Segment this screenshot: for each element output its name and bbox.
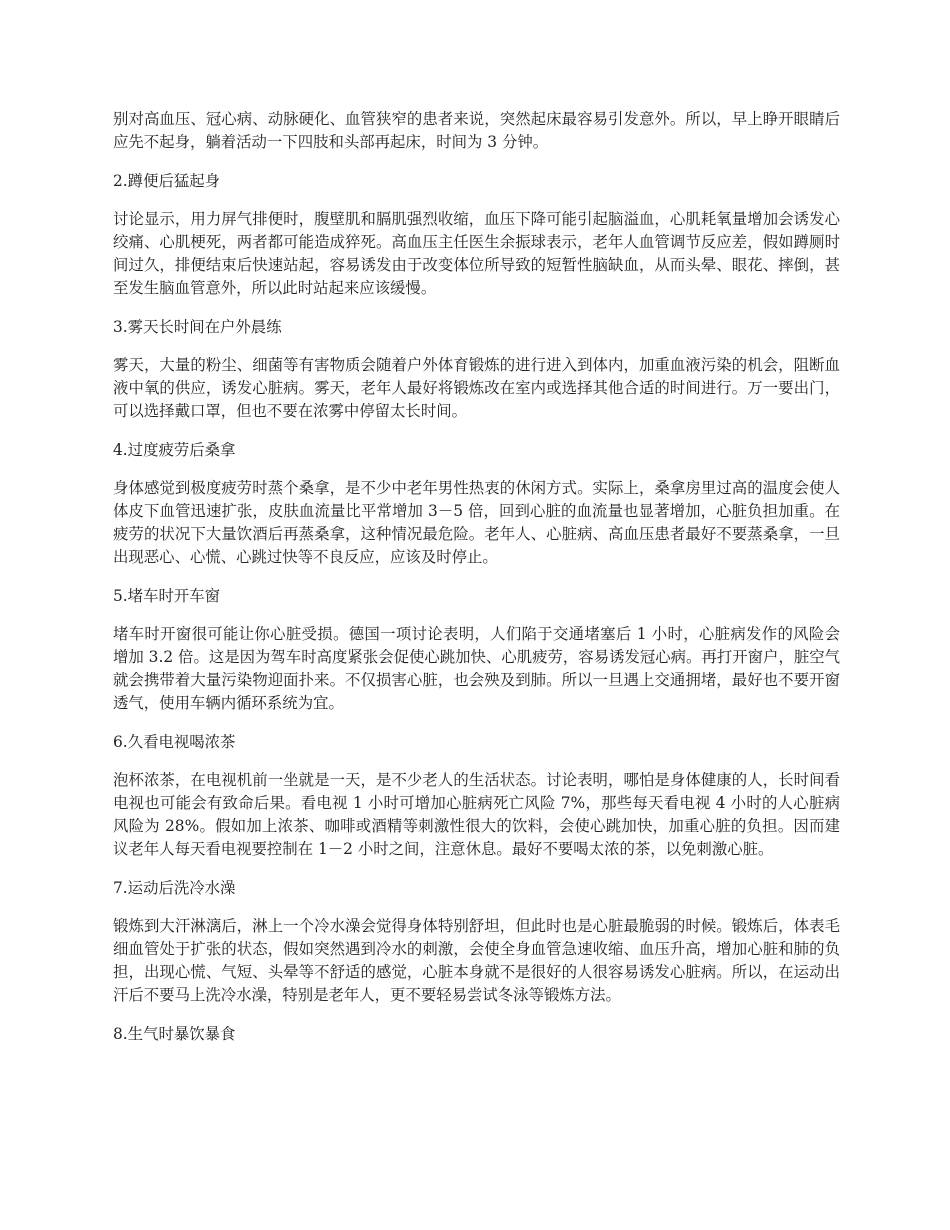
paragraph-getting-up: 别对高血压、冠心病、动脉硬化、血管狭窄的患者来说，突然起床最容易引发意外。所以，早上睁开眼睛后应先不起身，躺着活动一下四肢和头部再起床，时间为 3 分钟。	[113, 110, 840, 151]
section-heading-5: 5.堵车时开车窗	[113, 587, 221, 605]
paragraph-cold-shower: 锻炼到大汗淋漓后，淋上一个冷水澡会觉得身体特别舒坦，但此时也是心脏最脆弱的时候。锻炼后，体表毛细血管处于扩张的状态，假如突然遇到冷水的刺激，会使全身血管急速收缩、血压升高，增加心脏和肺的负担，出现心慌、气短、头晕等不舒适的感觉，心脏本身就不是很好的人很容易诱发心脏病。所以，在运动出汗后不要马上洗冷水澡，特别是老年人，更不要轻易尝试冬泳等锻炼方法。	[113, 917, 840, 1004]
section-heading-4: 4.过度疲劳后桑拿	[113, 441, 236, 459]
section-heading-8: 8.生气时暴饮暴食	[113, 1025, 236, 1043]
paragraph-squat-toilet: 讨论显示，用力屏气排便时，腹壁肌和膈肌强烈收缩，血压下降可能引起脑溢血，心肌耗氧量增加会诱发心绞痛、心肌梗死，两者都可能造成猝死。高血压主任医生余振球表示，老年人血管调节反应差，假如蹲厕时间过久，排便结束后快速站起，容易诱发由于改变体位所导致的短暂性脑缺血，从而头晕、眼花、摔倒，甚至发生脑血管意外，所以此时站起来应该缓慢。	[113, 210, 840, 297]
paragraph-sauna: 身体感觉到极度疲劳时蒸个桑拿，是不少中老年男性热衷的休闲方式。实际上，桑拿房里过高的温度会使人体皮下血管迅速扩张，皮肤血流量比平常增加 3－5 倍，回到心脏的血流量也显著增加，心脏负担加重。在疲劳的状况下大量饮酒后再蒸桑拿，这种情况最危险。老年人、心脏病、高血压患者最好不要蒸桑拿，一旦出现恶心、心慌、心跳过快等不良反应，应该及时停止。	[113, 479, 840, 566]
paragraph-traffic-window: 堵车时开窗很可能让你心脏受损。德国一项讨论表明，人们陷于交通堵塞后 1 小时，心脏病发作的风险会增加 3.2 倍。这是因为驾车时高度紧张会促使心跳加快、心肌疲劳，容易诱发冠心病。再打开窗户，脏空气就会携带着大量污染物迎面扑来。不仅损害心脏，也会殃及到肺。所以一旦遇上交通拥堵，最好也不要开窗透气，使用车辆内循环系统为宜。	[113, 625, 840, 712]
section-heading-2: 2.蹲便后猛起身	[113, 172, 221, 190]
section-heading-6: 6.久看电视喝浓茶	[113, 733, 236, 751]
document-page	[113, 108, 840, 1061]
paragraph-tv-tea: 泡杯浓茶，在电视机前一坐就是一天，是不少老人的生活状态。讨论表明，哪怕是身体健康的人，长时间看电视也可能会有致命后果。看电视 1 小时可增加心脏病死亡风险 7%，那些每天看电视 4 小时的人心脏病风险为 28%。假如加上浓茶、咖啡或酒精等刺激性很大的饮料，会使心跳加快，加重心脏的负担。因而建议老年人每天看电视要控制在 1－2 小时之间，注意休息。最好不要喝太浓的茶，以免刺激心脏。	[113, 771, 840, 858]
paragraph-fog-exercise: 雾天，大量的粉尘、细菌等有害物质会随着户外体育锻炼的进行进入到体内，加重血液污染的机会，阻断血液中氧的供应，诱发心脏病。雾天，老年人最好将锻炼改在室内或选择其他合适的时间进行。万一要出门，可以选择戴口罩，但也不要在浓雾中停留太长时间。	[113, 356, 840, 420]
section-heading-7: 7.运动后洗冷水澡	[113, 879, 236, 897]
section-heading-3: 3.雾天长时间在户外晨练	[113, 318, 282, 336]
